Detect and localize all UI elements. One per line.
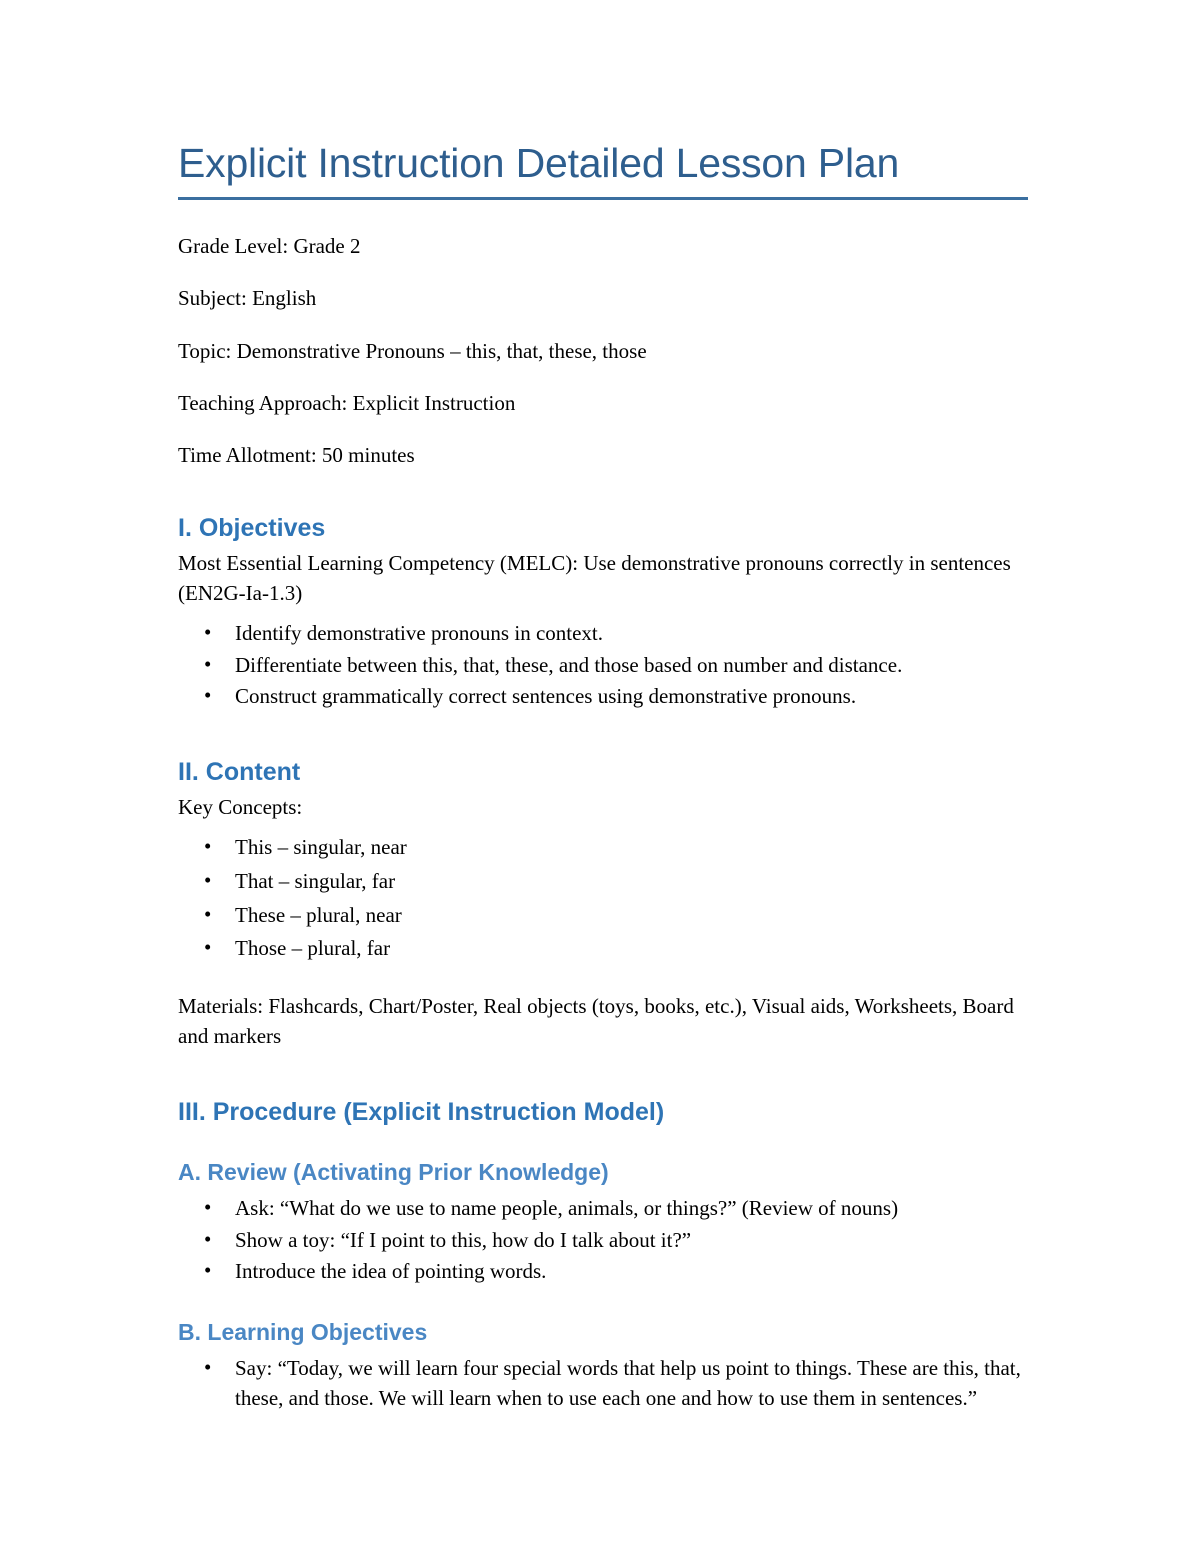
list-item: • Introduce the idea of pointing words. xyxy=(178,1257,1025,1287)
list-item: • Ask: “What do we use to name people, animals, or things?” (Review of nouns) xyxy=(178,1194,1025,1224)
section-heading-content: II. Content xyxy=(178,758,301,787)
page-title: Explicit Instruction Detailed Lesson Plan xyxy=(178,140,900,186)
meta-topic: Topic: Demonstrative Pronouns – this, that, these, those xyxy=(178,338,647,363)
list-item: • That – singular, far xyxy=(178,867,1025,897)
content-bullet-list xyxy=(178,833,1025,964)
list-item: • Show a toy: “If I point to this, how do I talk about it?” xyxy=(178,1226,1025,1256)
title-divider xyxy=(178,197,1028,200)
list-item: • Construct grammatically correct sentences using demonstrative pronouns. xyxy=(178,682,1025,712)
review-bullet-list xyxy=(178,1194,1025,1287)
subsection-heading-review: A. Review (Activating Prior Knowledge) xyxy=(178,1158,609,1185)
section-heading-procedure: III. Procedure (Explicit Instruction Model) xyxy=(178,1097,665,1126)
list-item: • Differentiate between this, that, these, and those based on number and distance. xyxy=(178,651,1025,681)
content-key-concepts-label: Key Concepts: xyxy=(178,795,303,820)
objectives-bullet-list xyxy=(178,619,1025,712)
subsection-heading-learning-objectives: B. Learning Objectives xyxy=(178,1319,428,1346)
meta-subject: Subject: English xyxy=(178,286,317,311)
list-item: • Those – plural, far xyxy=(178,934,1025,964)
section-heading-objectives: I. Objectives xyxy=(178,514,326,543)
spacer xyxy=(178,974,1025,992)
meta-grade-level: Grade Level: Grade 2 xyxy=(178,234,361,259)
meta-teaching-approach: Teaching Approach: Explicit Instruction xyxy=(178,390,516,415)
objectives-melc-text: Most Essential Learning Competency (MELC): Use demonstrative pronouns correctly in sentences (EN2G-Ia-1.3) xyxy=(178,551,1011,605)
list-item: • Say: “Today, we will learn four special words that help us point to things. These are this, that, these, and those. We will learn when to use each one and how to use them in sentences.” xyxy=(178,1354,1025,1414)
content-materials-text: Materials: Flashcards, Chart/Poster, Real objects (toys, books, etc.), Visual aids, Worksheets, Board and markers xyxy=(178,994,1014,1049)
learning-objectives-bullet-list xyxy=(178,1354,1025,1414)
meta-time-allotment: Time Allotment: 50 minutes xyxy=(178,442,415,467)
list-item: • These – plural, near xyxy=(178,901,1025,931)
list-item: • This – singular, near xyxy=(178,833,1025,863)
list-item: • Identify demonstrative pronouns in context. xyxy=(178,619,1025,649)
